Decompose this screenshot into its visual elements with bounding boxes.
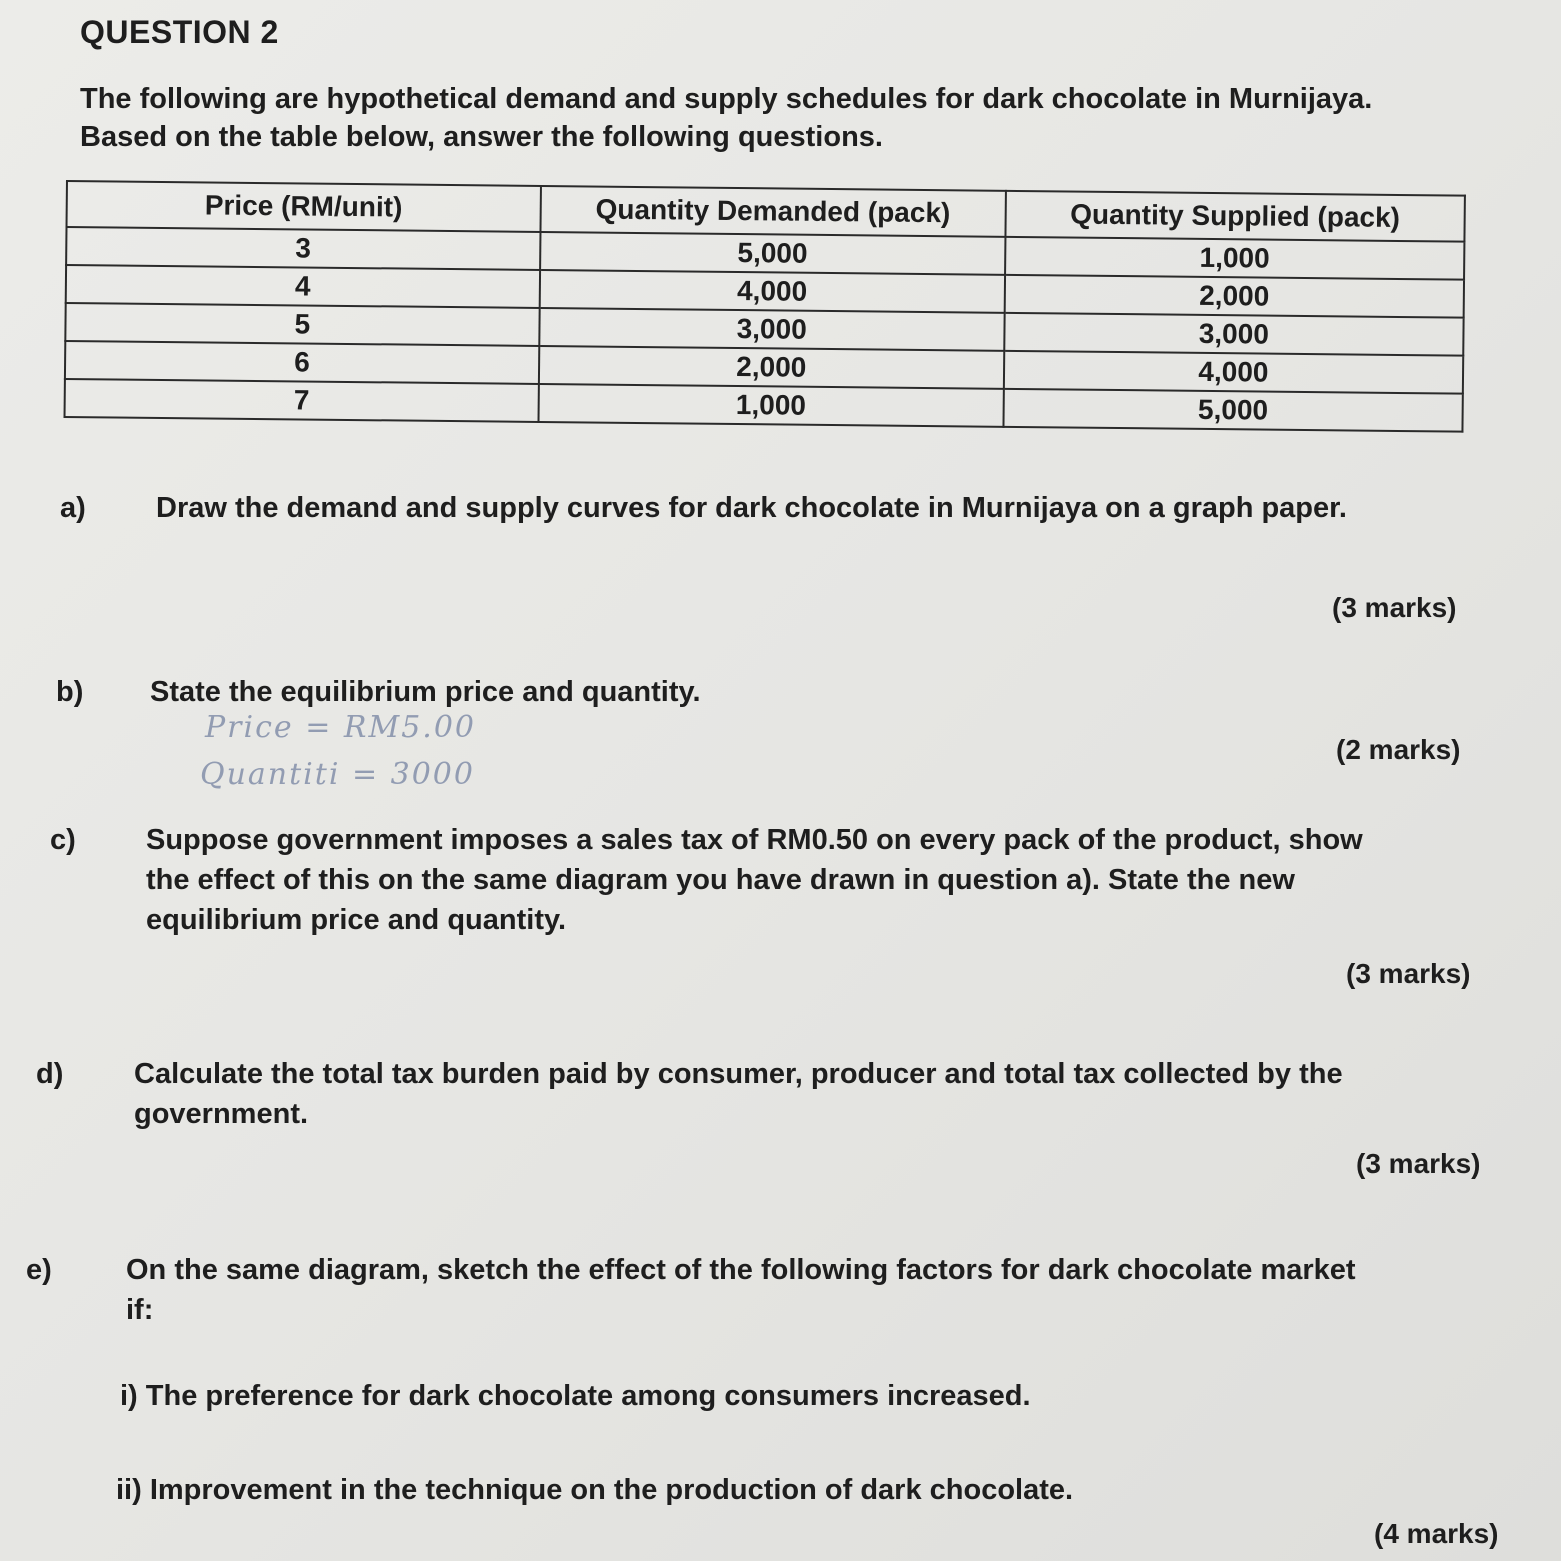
cell-quantity-supplied: 5,000 — [1003, 389, 1463, 432]
cell-price: 4 — [66, 265, 540, 308]
cell-price: 3 — [66, 227, 540, 270]
question-title: QUESTION 2 — [80, 14, 279, 50]
question-d-marks: (3 marks) — [1356, 1148, 1481, 1179]
intro-text — [80, 80, 1480, 156]
question-b-text: State the equilibrium price and quantity. — [150, 676, 701, 708]
cell-quantity-demanded: 5,000 — [540, 232, 1005, 275]
question-e-label: e) — [26, 1254, 52, 1286]
question-d — [36, 1054, 1506, 1138]
question-c-line-2: the effect of this on the same diagram you have drawn in question a). State the new — [146, 864, 1295, 896]
header-quantity-supplied: Quantity Supplied (pack) — [1005, 191, 1465, 242]
question-b-label: b) — [56, 676, 84, 708]
question-c — [50, 820, 1500, 944]
handwritten-answer-price: Price = RM5.00 — [205, 710, 476, 745]
cell-quantity-demanded: 2,000 — [539, 346, 1004, 389]
cell-quantity-supplied: 3,000 — [1004, 313, 1464, 356]
handwritten-answer-quantity: Quantiti = 3000 — [200, 757, 475, 792]
cell-quantity-supplied: 1,000 — [1005, 237, 1465, 280]
question-e-marks: (4 marks) — [1374, 1518, 1499, 1549]
question-c-line-1: Suppose government imposes a sales tax of RM0.50 on every pack of the product, show — [146, 824, 1363, 856]
question-e-item-2: ii) Improvement in the technique on the production of dark chocolate. — [116, 1474, 1074, 1506]
question-b-marks: (2 marks) — [1336, 734, 1461, 765]
question-a-text: Draw the demand and supply curves for dark chocolate in Murnijaya on a graph paper. — [156, 492, 1347, 524]
question-d-text — [134, 1054, 1504, 1134]
question-d-label: d) — [36, 1058, 64, 1090]
question-c-label: c) — [50, 824, 76, 856]
question-e-item-1: i) The preference for dark chocolate among consumers increased. — [120, 1380, 1031, 1412]
question-e-text — [126, 1250, 1526, 1330]
cell-price: 5 — [65, 303, 539, 346]
question-a-label: a) — [60, 492, 86, 524]
cell-quantity-demanded: 4,000 — [539, 270, 1004, 313]
cell-quantity-supplied: 2,000 — [1004, 275, 1464, 318]
question-c-marks: (3 marks) — [1346, 958, 1471, 989]
cell-price: 7 — [65, 379, 539, 422]
question-a-marks: (3 marks) — [1332, 592, 1457, 623]
cell-price: 6 — [65, 341, 539, 384]
question-e-line-1: On the same diagram, sketch the effect of the following factors for dark chocolate market — [126, 1254, 1356, 1286]
cell-quantity-supplied: 4,000 — [1004, 351, 1464, 394]
demand-supply-table — [64, 180, 1466, 433]
question-d-line-1: Calculate the total tax burden paid by consumer, producer and total tax collected by the — [134, 1058, 1343, 1090]
intro-line-1: The following are hypothetical demand and supply schedules for dark chocolate in Murnijaya. — [80, 83, 1373, 115]
cell-quantity-demanded: 1,000 — [538, 384, 1003, 427]
question-e-line-2: if: — [126, 1294, 154, 1326]
header-quantity-demanded: Quantity Demanded (pack) — [540, 186, 1005, 237]
header-price: Price (RM/unit) — [67, 181, 541, 232]
question-d-line-2: government. — [134, 1098, 309, 1130]
question-e — [26, 1250, 1526, 1334]
intro-line-2: Based on the table below, answer the following questions. — [80, 121, 883, 153]
cell-quantity-demanded: 3,000 — [539, 308, 1004, 351]
question-c-text — [146, 820, 1486, 940]
question-c-line-3: equilibrium price and quantity. — [146, 904, 567, 936]
